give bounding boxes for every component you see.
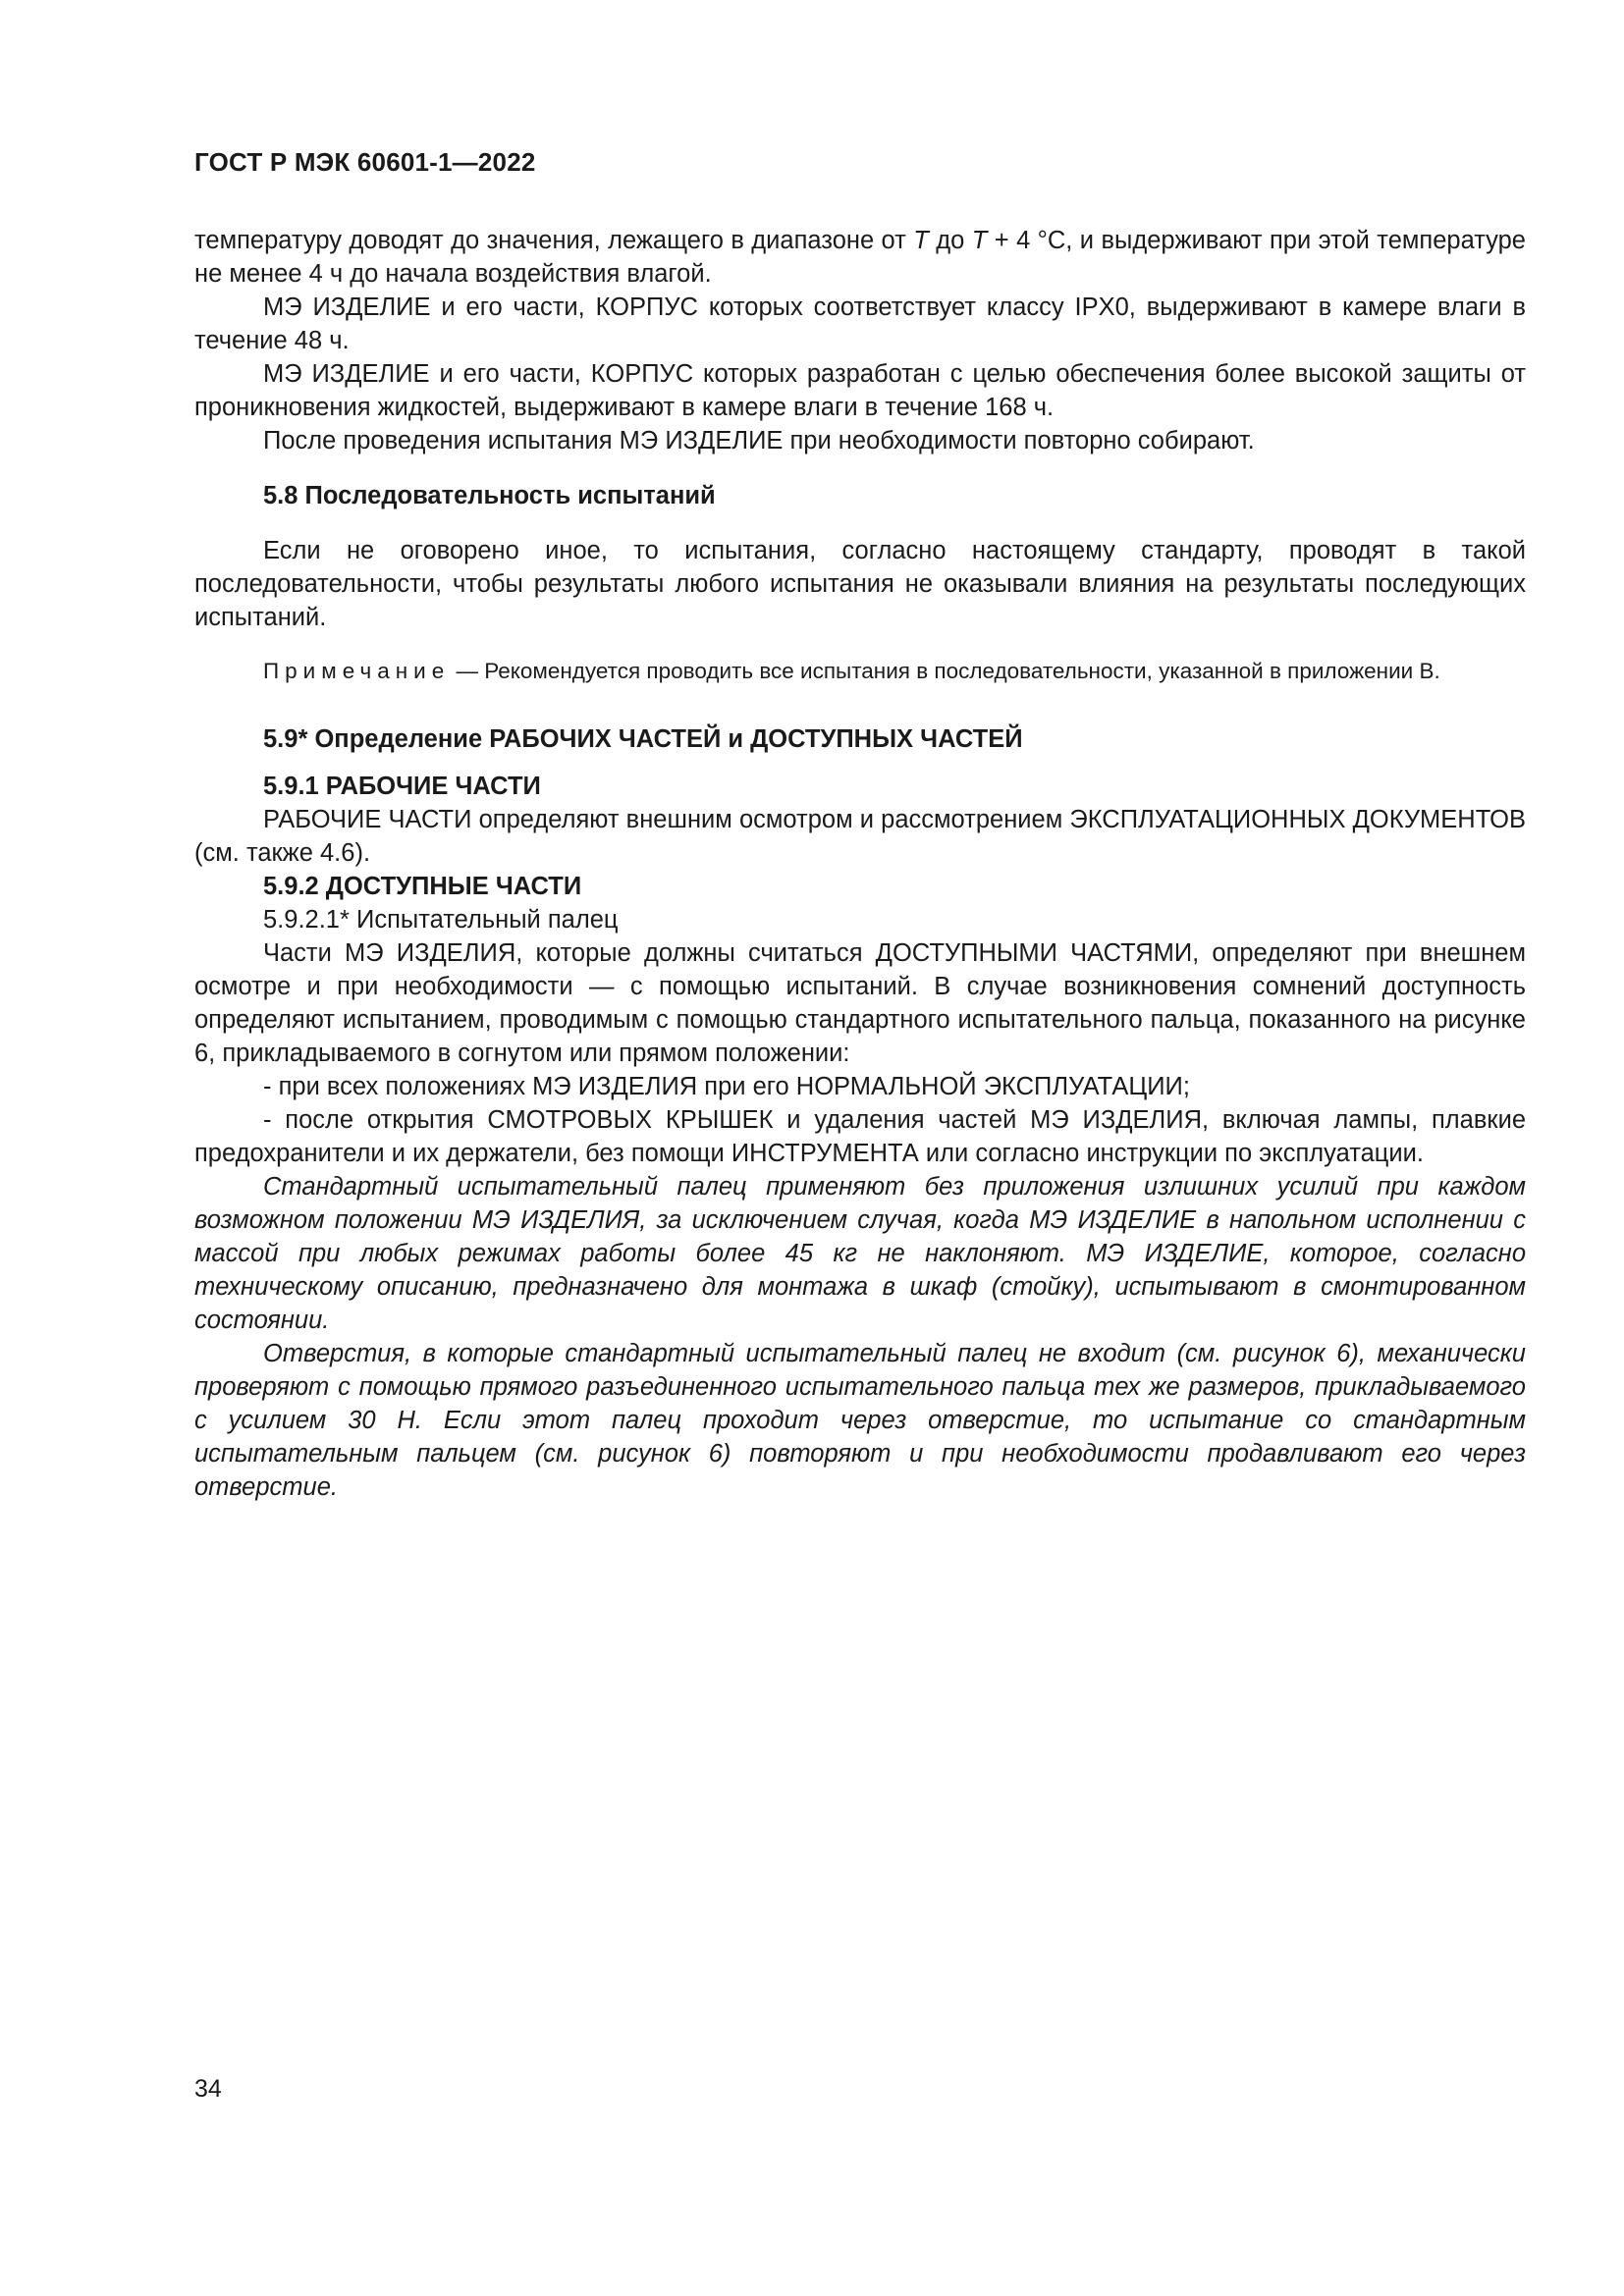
section-5-9-1-paragraph: РАБОЧИЕ ЧАСТИ определяют внешним осмотром и рассмотрением ЭКСПЛУАТАЦИОННЫХ ДОКУМЕНТОВ (см. также 4.6). [194,806,1526,867]
note-text: — Рекомендуется проводить все испытания в последовательности, указанной в приложении В. [450,659,1440,683]
page-header: ГОСТ Р МЭК 60601-1—2022 [194,147,536,177]
page-content [194,224,1526,1504]
section-5-8-note [194,656,1526,687]
var-t: T [913,227,929,254]
section-5-9-2-heading: 5.9.2 ДОСТУПНЫЕ ЧАСТИ [263,873,582,900]
intro-paragraph-2: МЭ ИЗДЕЛИЕ и его части, КОРПУС которых соответствует классу IPX0, выдерживают в камере влаги в течение 48 ч. [194,294,1526,354]
section-5-9-heading: 5.9* Определение РАБОЧИХ ЧАСТЕЙ и ДОСТУПНЫХ ЧАСТЕЙ [263,725,1023,753]
subsection-5-9-2-1-title: 5.9.2.1* Испытательный палец [263,906,619,934]
intro-paragraph-3: МЭ ИЗДЕЛИЕ и его части, КОРПУС которых разработан с целью обеспечения более высокой защиты от проникновения жидкостей, выдерживают в камере влаги в течение 168 ч. [194,360,1526,421]
intro-paragraph-1: температуру доводят до значения, лежащего в диапазоне от T до T + 4 °С, и выдерживают при этой температуре не менее 4 ч до начала воздействия влагой. [194,227,1526,288]
section-5-9-2-1-paragraph: Части МЭ ИЗДЕЛИЯ, которые должны считаться ДОСТУПНЫМИ ЧАСТЯМИ, определяют при внешнем осмотре и при необходимости — с помощью испытаний. В случае возникновения сомнений доступность определяют испытанием, проводимым с помощью стандартного испытательного пальца, показанного на рисунке 6, прикладываемого в согнутом или прямом положении: [194,939,1526,1067]
section-5-9-1-heading: 5.9.1 РАБОЧИЕ ЧАСТИ [263,773,541,800]
var-t: T [971,227,988,254]
italic-paragraph-2: Отверстия, в которые стандартный испытательный палец не входит (см. рисунок 6), механически проверяют с помощью прямого разъединенного испытательного пальца тех же размеров, прикладываемого с усилием 30 Н. Если этот палец проходит через отверстие, то испытание со стандартным испытательным пальцем (см. рисунок 6) повторяют и при необходимости продавливают его через отверстие. [194,1340,1526,1501]
section-5-8-heading: 5.8 Последовательность испытаний [263,482,716,509]
list-item: - при всех положениях МЭ ИЗДЕЛИЯ при его НОРМАЛЬНОЙ ЭКСПЛУАТАЦИИ; [263,1073,1190,1100]
page-number: 34 [194,2075,222,2103]
italic-paragraph-1: Стандартный испытательный палец применяют без приложения излишних усилий при каждом возможном положении МЭ ИЗДЕЛИЯ, за исключением случая, когда МЭ ИЗДЕЛИЕ в напольном исполнении с массой при любых режимах работы более 45 кг не наклоняют. МЭ ИЗДЕЛИЕ, которое, согласно техническому описанию, предназначено для монтажа в шкаф (стойку), испытывают в смонтированном состоянии. [194,1173,1526,1334]
section-5-8-paragraph: Если не оговорено иное, то испытания, согласно настоящему стандарту, проводят в такой последовательности, чтобы результаты любого испытания не оказывали влияния на результаты последующих испытаний. [194,537,1526,631]
note-label: Примечание [263,659,451,683]
list-item: - после открытия СМОТРОВЫХ КРЫШЕК и удаления частей МЭ ИЗДЕЛИЯ, включая лампы, плавкие предохранители и их держатели, без помощи ИНСТРУМЕНТА или согласно инструкции по эксплуатации. [194,1106,1526,1167]
intro-paragraph-4: После проведения испытания МЭ ИЗДЕЛИЕ при необходимости повторно собирают. [263,427,1255,454]
